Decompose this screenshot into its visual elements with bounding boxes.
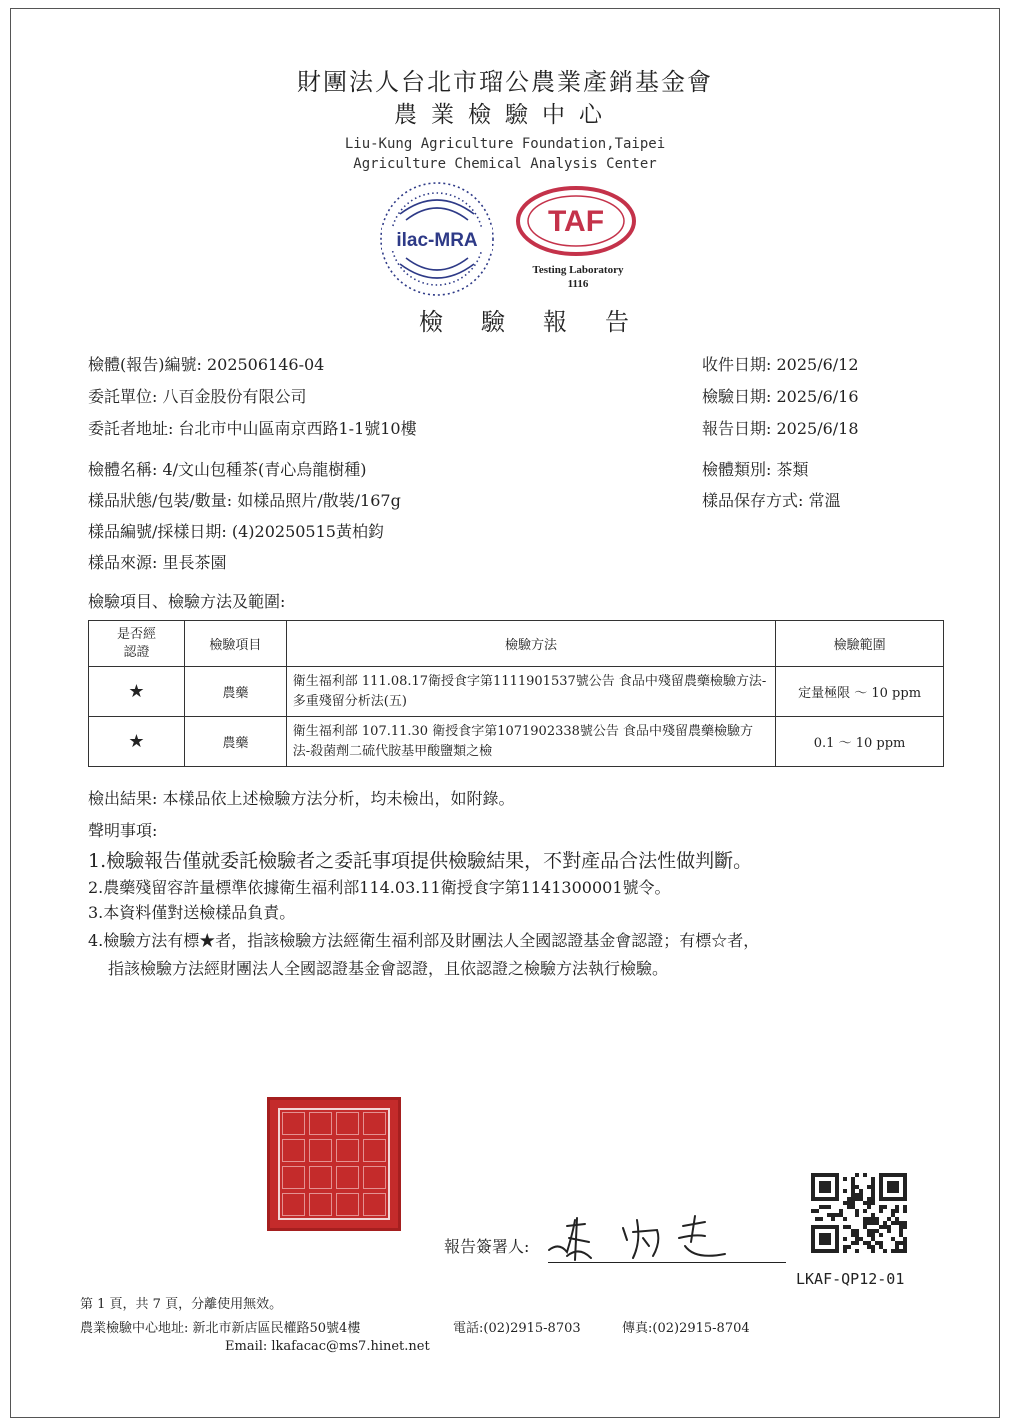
org-title: 財團法人台北市瑠公農業產銷基金會 bbox=[297, 68, 713, 96]
received-date: 收件日期: 2025/6/12 bbox=[702, 355, 859, 374]
taf-logo-text: TAF bbox=[547, 205, 605, 238]
org-title-en: Liu-Kung Agriculture Foundation,Taipei bbox=[344, 136, 666, 152]
table-header-row bbox=[89, 621, 944, 667]
sample-number: 樣品編號/採樣日期: (4)20250515黃柏鈞 bbox=[88, 522, 384, 541]
signatory-label: 報告簽署人: bbox=[444, 1237, 530, 1256]
note-2: 2.農藥殘留容許量標準依據衛生福利部114.03.11衛授食字第1141300001號令。 bbox=[88, 878, 671, 897]
official-seal-stamp bbox=[267, 1097, 401, 1231]
fax-number: 傳真:(02)2915-8704 bbox=[622, 1321, 750, 1336]
center-title: 農業檢驗中心 bbox=[394, 102, 616, 128]
table-header-method: 檢驗方法 bbox=[286, 621, 775, 667]
cert-star: ★ bbox=[89, 717, 185, 767]
declaration-label: 聲明事項: bbox=[88, 821, 158, 840]
test-item: 農藥 bbox=[184, 717, 286, 767]
note-4: 4.檢驗方法有標★者，指該檢驗方法經衛生福利部及財團法人全國認證基金會認證；有標☆者， bbox=[88, 931, 760, 950]
signature-line bbox=[548, 1262, 786, 1263]
note-3: 3.本資料僅對送檢樣品負責。 bbox=[88, 903, 296, 922]
sample-state: 樣品狀態/包裝/數量: 如樣品照片/散裝/167g bbox=[88, 491, 401, 510]
client-name: 委託單位: 八百金股份有限公司 bbox=[88, 387, 307, 406]
test-date: 檢驗日期: 2025/6/16 bbox=[702, 387, 859, 406]
note-1: 1.檢驗報告僅就委託檢驗者之委託事項提供檢驗結果，不對產品合法性做判斷。 bbox=[88, 850, 753, 872]
section-label: 檢驗項目、檢驗方法及範圍: bbox=[88, 592, 286, 611]
client-address: 委託者地址: 台北市中山區南京西路1-1號10樓 bbox=[88, 419, 417, 438]
report-number: 檢體(報告)編號: 202506146-04 bbox=[88, 355, 325, 374]
table-header-range: 檢驗範圍 bbox=[776, 621, 944, 667]
report-date: 報告日期: 2025/6/18 bbox=[702, 419, 859, 438]
test-range: 定量極限 ～ 10 ppm bbox=[776, 667, 944, 717]
test-method: 衛生福利部 107.11.30 衛授食字第1071902338號公告 食品中殘留農藥檢驗方法-殺菌劑二硫代胺基甲酸鹽類之檢 bbox=[286, 717, 775, 767]
center-address: 農業檢驗中心地址: 新北市新店區民權路50號4樓 bbox=[80, 1321, 361, 1336]
cert-star: ★ bbox=[89, 667, 185, 717]
report-title: 檢驗報告 bbox=[419, 308, 667, 336]
center-title-en: Agriculture Chemical Analysis Center bbox=[353, 156, 657, 172]
table-row bbox=[89, 667, 944, 717]
taf-logo bbox=[510, 185, 644, 293]
taf-sub-2: 1116 bbox=[567, 278, 589, 290]
form-code: LKAF-QP12-01 bbox=[796, 1270, 905, 1288]
test-result: 檢出結果: 本樣品依上述檢驗方法分析，均未檢出，如附錄。 bbox=[88, 789, 515, 808]
taf-sub-1: Testing Laboratory bbox=[532, 264, 624, 276]
email-address: Email: lkafacac@ms7.hinet.net bbox=[225, 1339, 430, 1354]
storage-method: 樣品保存方式: 常溫 bbox=[702, 491, 841, 510]
test-methods-table bbox=[88, 620, 944, 767]
table-row bbox=[89, 717, 944, 767]
test-range: 0.1 ～ 10 ppm bbox=[776, 717, 944, 767]
test-method: 衛生福利部 111.08.17衛授食字第1111901537號公告 食品中殘留農藥檢驗方法-多重殘留分析法(五) bbox=[286, 667, 775, 717]
page-info: 第 1 頁，共 7 頁，分離使用無效。 bbox=[80, 1297, 283, 1312]
phone-number: 電話:(02)2915-8703 bbox=[453, 1321, 581, 1336]
ilac-mra-logo bbox=[378, 180, 496, 298]
table-header-cert: 是否經 認證 bbox=[89, 621, 185, 667]
sample-category: 檢體類別: 茶類 bbox=[702, 460, 809, 479]
qr-code bbox=[810, 1172, 908, 1254]
sample-source: 樣品來源: 里長茶園 bbox=[88, 553, 227, 572]
test-item: 農藥 bbox=[184, 667, 286, 717]
ilac-logo-text: ilac-MRA bbox=[396, 230, 478, 251]
handwritten-signature bbox=[545, 1212, 745, 1264]
note-4-continued: 指該檢驗方法經財團法人全國認證基金會認證，且依認證之檢驗方法執行檢驗。 bbox=[108, 959, 669, 978]
sample-name: 檢體名稱: 4/文山包種茶(青心烏龍樹種) bbox=[88, 460, 367, 479]
table-header-item: 檢驗項目 bbox=[184, 621, 286, 667]
